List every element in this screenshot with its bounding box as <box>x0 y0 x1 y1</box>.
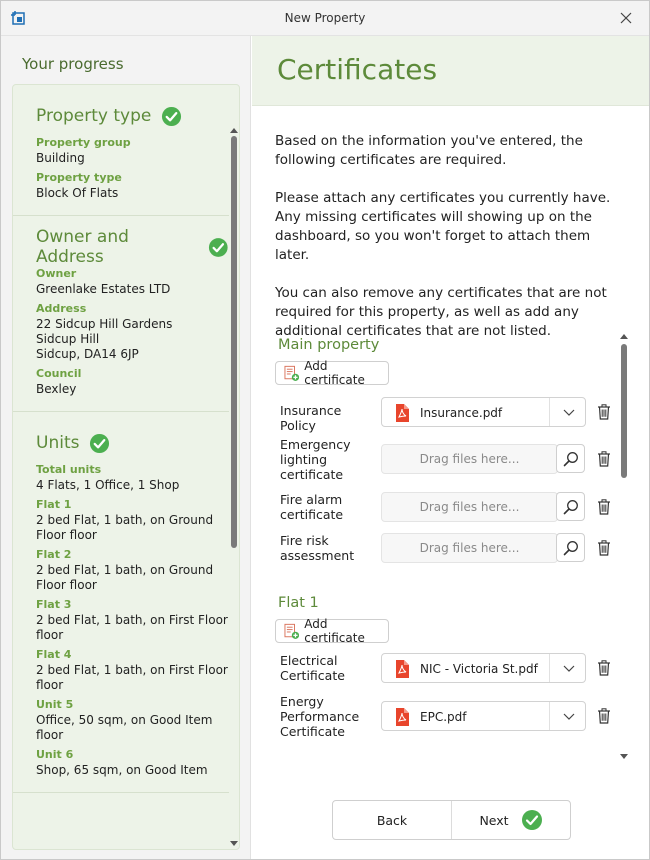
title-bar <box>1 1 649 36</box>
field-label: Unit 5 <box>36 698 74 711</box>
pdf-file-icon <box>394 660 410 678</box>
certificate-file-select[interactable] <box>381 397 586 427</box>
trash-icon[interactable] <box>597 540 611 556</box>
certificate-file-name: EPC.pdf <box>420 710 467 724</box>
progress-section <box>13 216 229 412</box>
field-label: Address <box>36 302 87 315</box>
field-value: 2 bed Flat, 1 bath, on Ground Floor floor <box>36 513 214 542</box>
browse-file-button[interactable] <box>556 444 585 473</box>
progress-section-title <box>36 101 229 131</box>
certificate-label: Electrical Certificate <box>280 653 345 683</box>
field-value: Block Of Flats <box>36 186 119 200</box>
field-value: 2 bed Flat, 1 bath, on First Floor floor <box>36 613 228 642</box>
scroll-up-arrow[interactable] <box>620 334 628 339</box>
file-drop-zone[interactable]: Drag files here... <box>381 533 558 563</box>
progress-panel <box>1 36 251 860</box>
wizard-navigation <box>332 800 571 840</box>
certificate-label: Fire alarm certificate <box>280 492 344 522</box>
section-title-text: Property type <box>36 106 152 126</box>
section-title-text: Units <box>36 433 80 453</box>
field-label: Property type <box>36 171 122 184</box>
certificate-file-select[interactable] <box>381 701 586 731</box>
field-value: 2 bed Flat, 1 bath, on Ground Floor floor <box>36 563 214 592</box>
add-certificate-button[interactable] <box>275 361 389 385</box>
chevron-down-icon[interactable] <box>563 407 575 417</box>
add-certificate-button[interactable] <box>275 619 389 643</box>
field-label: Flat 3 <box>36 598 72 611</box>
field-value: 2 bed Flat, 1 bath, on First Floor floor <box>36 663 228 692</box>
browse-file-button[interactable] <box>556 533 585 562</box>
certificate-label: Fire risk assessment <box>280 533 355 563</box>
certificate-group-title: Main property <box>278 337 380 353</box>
field-value: 4 Flats, 1 Office, 1 Shop <box>36 478 180 492</box>
check-circle-icon <box>208 237 229 258</box>
search-icon <box>563 499 579 515</box>
intro-paragraph: You can also remove any certificates that are not required for this property, as well as add any additional certificates that are not listed. <box>275 285 607 339</box>
progress-summary <box>12 84 240 850</box>
field-value: 22 Sidcup Hill Gardens Sidcup Hill Sidcup, DA14 6JP <box>36 317 173 361</box>
progress-section <box>13 85 229 216</box>
certificate-file-name: Insurance.pdf <box>420 406 503 420</box>
certificate-file-name: NIC - Victoria St.pdf <box>420 662 538 676</box>
progress-section <box>13 412 229 793</box>
certificate-label: Insurance Policy <box>280 403 342 433</box>
file-drop-zone[interactable]: Drag files here... <box>381 444 558 474</box>
intro-text <box>275 132 627 360</box>
field-value: Bexley <box>36 382 77 396</box>
check-circle-icon <box>521 809 543 831</box>
page-title: Certificates <box>277 53 438 86</box>
check-circle-icon <box>161 106 182 127</box>
progress-section-title <box>36 227 229 267</box>
back-button-label: Back <box>376 812 408 828</box>
scroll-down-arrow[interactable] <box>620 754 628 759</box>
add-certificate-icon <box>284 623 299 640</box>
field-label: Council <box>36 367 82 380</box>
next-button[interactable] <box>451 801 570 839</box>
field-value: Greenlake Estates LTD <box>36 282 171 296</box>
certificate-file-select[interactable] <box>381 653 586 683</box>
dropdown-separator <box>549 398 550 426</box>
pdf-file-icon <box>394 708 410 726</box>
close-icon[interactable] <box>617 9 635 27</box>
chevron-down-icon[interactable] <box>563 711 575 721</box>
scroll-thumb[interactable] <box>621 344 627 478</box>
intro-paragraph: Based on the information you've entered, the following certificates are required. <box>275 133 583 168</box>
field-value: Building <box>36 151 85 165</box>
progress-sections <box>13 85 229 793</box>
check-circle-icon <box>89 433 110 454</box>
pdf-file-icon <box>394 404 410 422</box>
dropdown-separator <box>549 702 550 730</box>
add-certificate-label: Add certificate <box>304 359 365 387</box>
chevron-down-icon[interactable] <box>563 663 575 673</box>
scroll-up-arrow[interactable] <box>230 128 238 133</box>
field-label: Flat 1 <box>36 498 72 511</box>
field-label: Flat 4 <box>36 648 72 661</box>
add-certificate-icon <box>284 365 299 382</box>
window-title: New Property <box>284 11 366 25</box>
field-label: Total units <box>36 463 102 476</box>
trash-icon[interactable] <box>597 451 611 467</box>
progress-section-title <box>36 428 229 458</box>
field-label: Unit 6 <box>36 748 74 761</box>
intro-paragraph: Please attach any certificates you currently have. Any missing certificates will showing up on the dashboard, so you won't forget to attach them later. <box>275 190 611 263</box>
field-label: Owner <box>36 267 77 280</box>
progress-scrollbar[interactable] <box>230 128 238 846</box>
certificate-label: Energy Performance Certificate <box>280 694 360 739</box>
back-button[interactable] <box>333 801 451 839</box>
dropdown-separator <box>549 654 550 682</box>
next-button-label: Next <box>479 812 509 828</box>
progress-heading: Your progress <box>22 55 124 73</box>
browse-file-button[interactable] <box>556 492 585 521</box>
certificates-scrollbar[interactable] <box>620 334 628 759</box>
trash-icon[interactable] <box>597 660 611 676</box>
page-header <box>252 36 649 106</box>
trash-icon[interactable] <box>597 404 611 420</box>
file-drop-zone[interactable]: Drag files here... <box>381 492 558 522</box>
field-value: Office, 50 sqm, on Good Item floor <box>36 713 213 742</box>
certificate-label: Emergency lighting certificate <box>280 437 351 482</box>
add-certificate-label: Add certificate <box>304 617 365 645</box>
search-icon <box>563 540 579 556</box>
scroll-thumb[interactable] <box>231 136 237 548</box>
certificates-list <box>271 331 631 761</box>
certificate-group-title: Flat 1 <box>278 595 319 611</box>
trash-icon[interactable] <box>597 708 611 724</box>
search-icon <box>563 451 579 467</box>
field-label: Flat 2 <box>36 548 72 561</box>
scroll-down-arrow[interactable] <box>230 841 238 846</box>
section-title-text: Owner and Address <box>36 227 129 267</box>
field-label: Property group <box>36 136 131 149</box>
trash-icon[interactable] <box>597 499 611 515</box>
field-value: Shop, 65 sqm, on Good Item <box>36 763 208 777</box>
